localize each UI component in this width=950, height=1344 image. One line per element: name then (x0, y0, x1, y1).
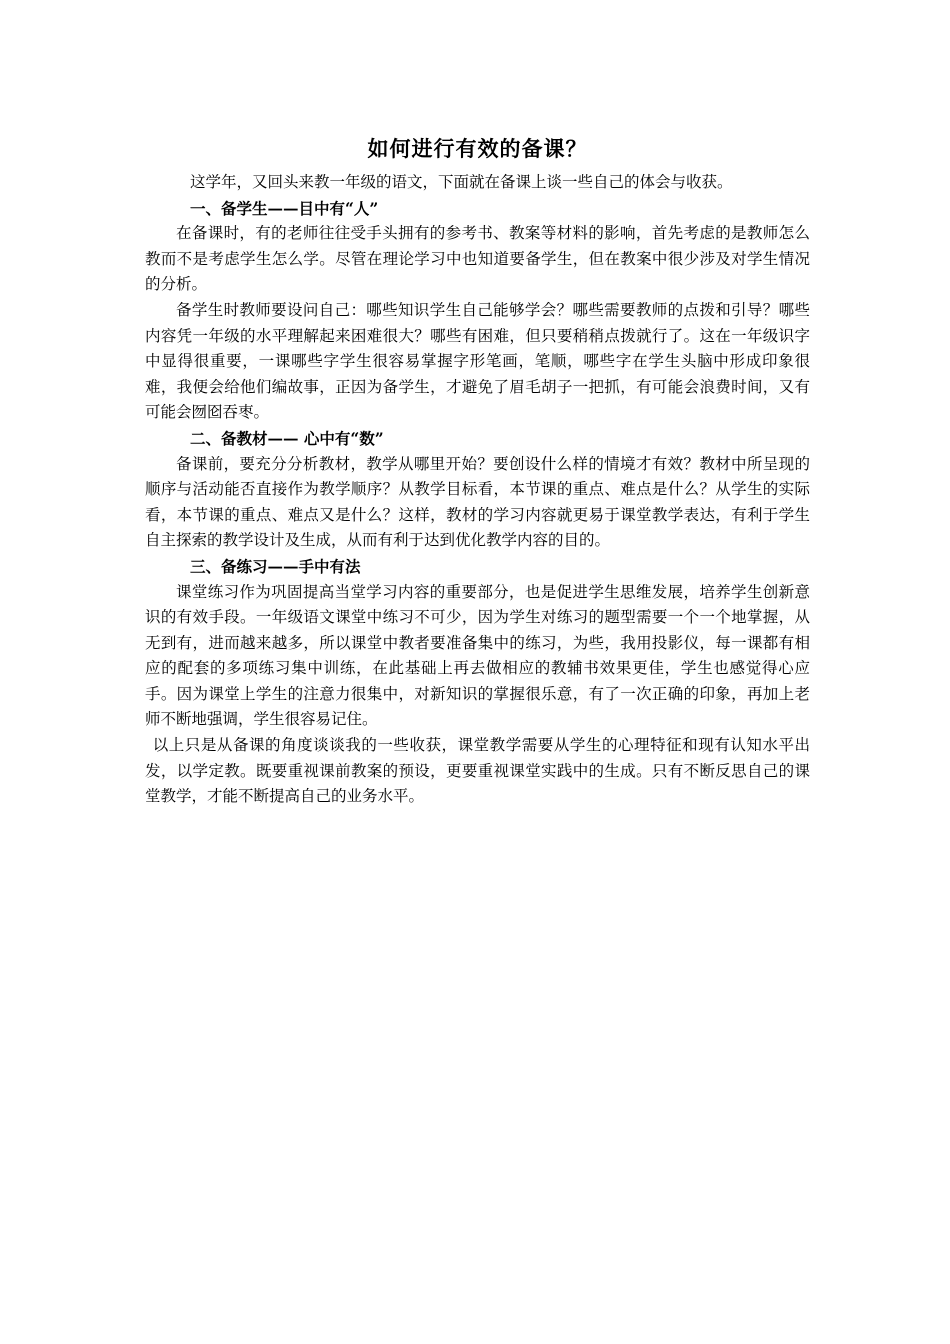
section-1-paragraph-2: 备学生时教师要设问自己：哪些知识学生自己能够学会？哪些需要教师的点拨和引导？哪些内容凭一年级的水平理解起来困难很大？哪些有困难，但只要稍稍点拨就行了。这在一年级识字中显得很重要，一课哪些字学生很容易掌握字形笔画，笔顺，哪些字在学生头脑中形成印象很难，我便会给他们编故事，正因为备学生，才避免了眉毛胡子一把抓，有可能会浪费时间，又有可能会囫囵吞枣。 (145, 300, 810, 422)
section-3-paragraph-1: 课堂练习作为巩固提高当堂学习内容的重要部分，也是促进学生思维发展，培养学生创新意识的有效手段。一年级语文课堂中练习不可少，因为学生对练习的题型需要一个一个地掌握，从无到有，进而越来越多，所以课堂中教者要准备集中的练习，为些，我用投影仪，每一课都有相应的配套的多项练习集中训练，在此基础上再去做相应的教辅书效果更佳，学生也感觉得心应手。因为课堂上学生的注意力很集中，对新知识的掌握很乐意，有了一次正确的印象，再加上老师不断地强调，学生很容易记住。 (145, 582, 810, 729)
section-heading-2: 二、备教材—— 心中有“数” (189, 428, 384, 448)
section-1-paragraph-1: 在备课时，有的老师往往受手头拥有的参考书、教案等材料的影响，首先考虑的是教师怎么教而不是考虑学生怎么学。尽管在理论学习中也知道要备学生，但在教案中很少涉及对学生情况的分析。 (145, 224, 810, 294)
section-heading-1: 一、备学生——目中有“人” (189, 198, 379, 218)
section-2-paragraph-1: 备课前，要充分分析教材，教学从哪里开始？要创设什么样的情境才有效？教材中所呈现的顺序与活动能否直接作为教学顺序？从教学目标看，本节课的重点、难点是什么？从学生的实际看，本节课的重点、难点又是什么？这样，教材的学习内容就更易于课堂教学表达，有利于学生自主探索的教学设计及生成，从而有利于达到优化教学内容的目的。 (145, 454, 810, 550)
closing-paragraph: 以上只是从备课的角度谈谈我的一些收获，课堂教学需要从学生的心理特征和现有认知水平出发，以学定教。既要重视课前教案的预设，更要重视课堂实践中的生成。只有不断反思自己的课堂教学，才能不断提高自己的业务水平。 (145, 736, 810, 806)
document-title: 如何进行有效的备课？ (367, 136, 588, 161)
document-page (145, 132, 810, 810)
section-heading-3: 三、备练习——手中有法 (189, 556, 361, 576)
intro-paragraph: 这学年，又回头来教一年级的语文，下面就在备课上谈一些自己的体会与收获。 (189, 173, 733, 191)
